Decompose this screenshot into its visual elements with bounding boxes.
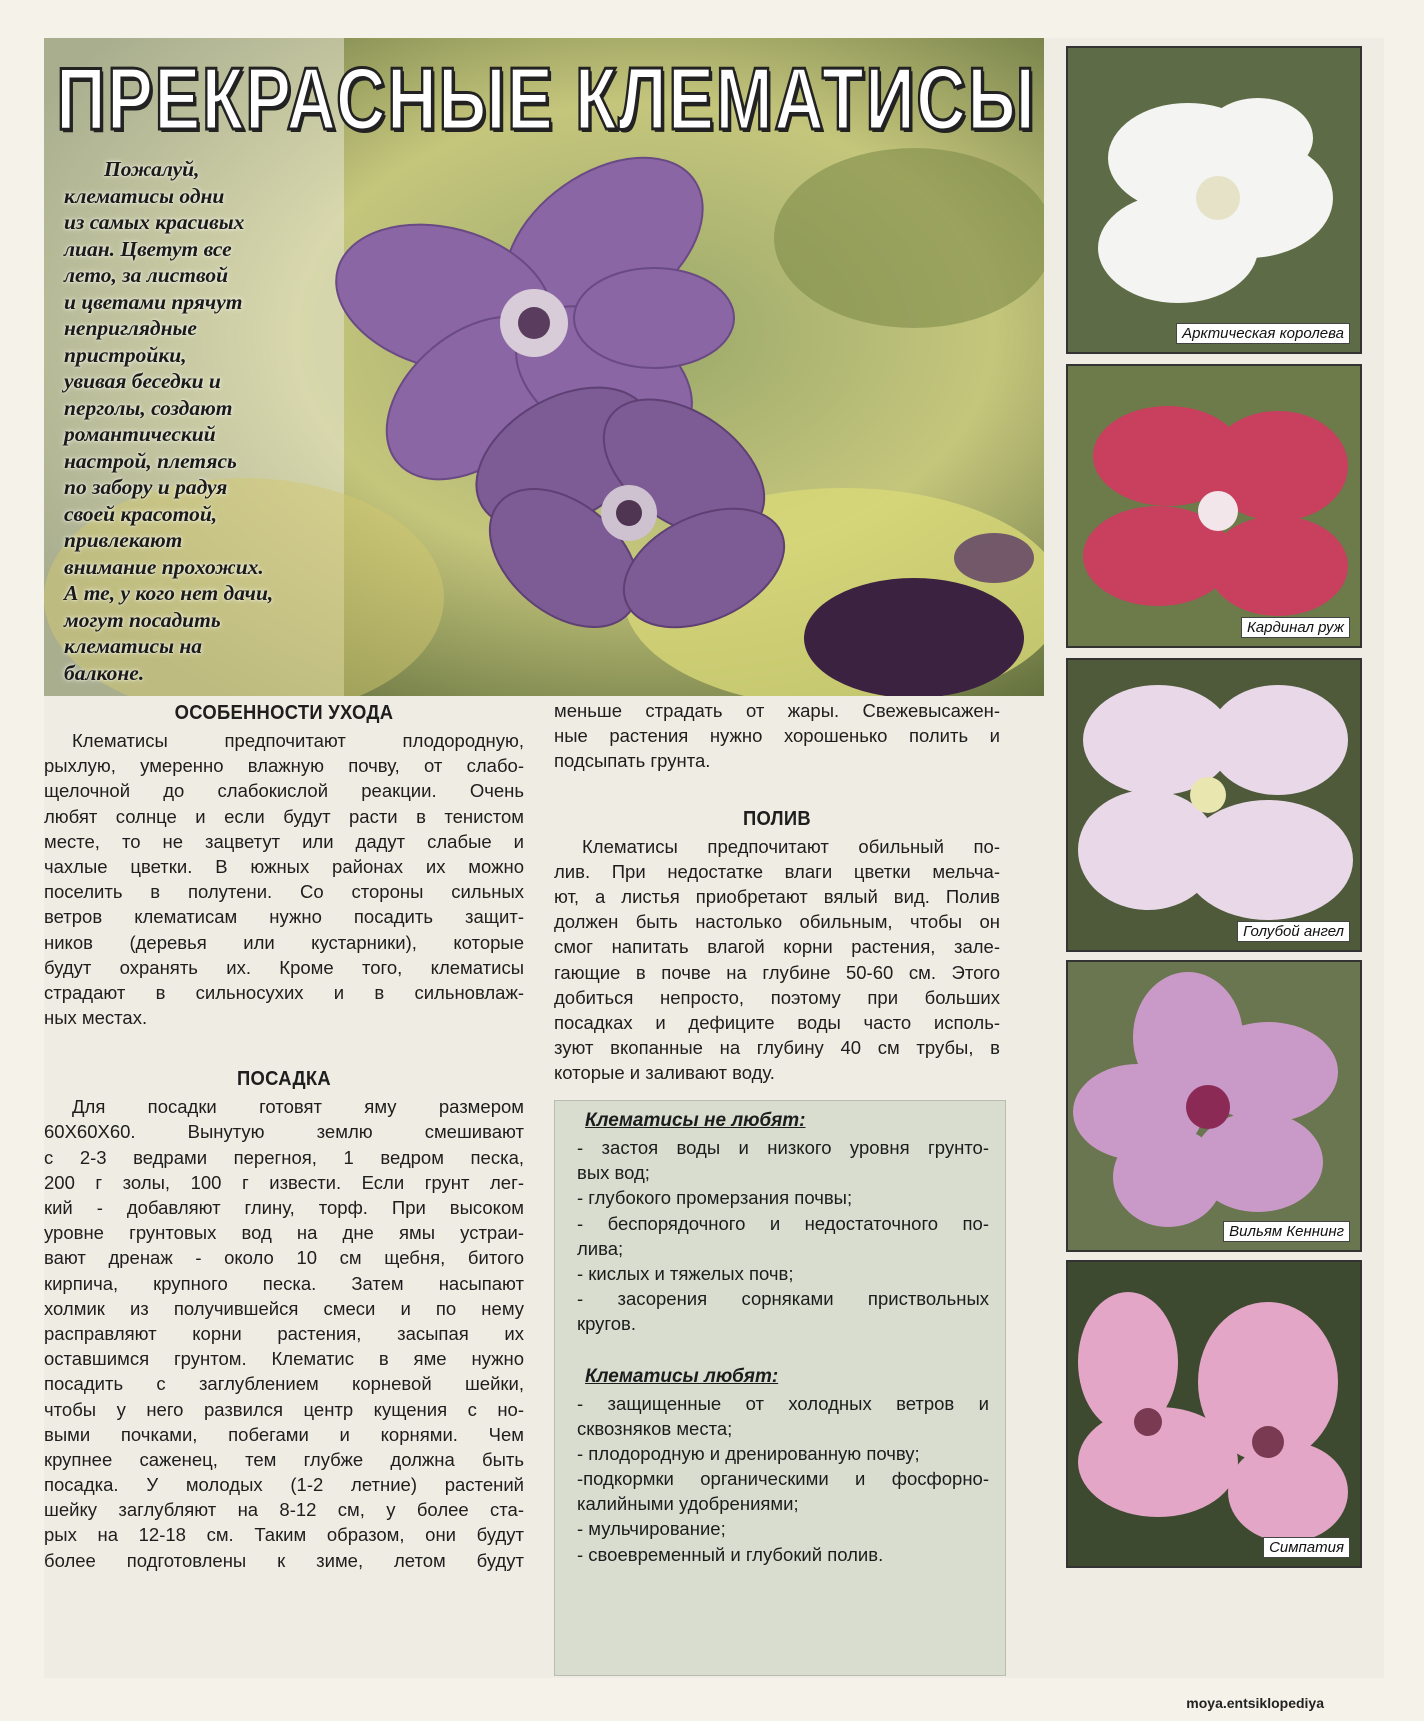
text-line: шейку заглубляют на 8-12 см, у более ста- (44, 1499, 524, 1521)
list-item: вых вод; (577, 1162, 650, 1184)
photo-sympathy (1066, 1260, 1362, 1568)
heading-care: ОСОБЕННОСТИ УХОДА (174, 702, 394, 724)
photo-caption: Кардинал руж (1241, 617, 1350, 638)
text-line: ников (деревья или кустарники), которые (44, 931, 524, 953)
list-item: - плодородную и дренированную почву; (577, 1442, 920, 1464)
lead-line: своей красотой, (64, 501, 218, 526)
text-line: с 2-3 ведрами перегноя, 1 ведром песка, (44, 1146, 524, 1168)
text-line: ют, а листья приобретают вялый вид. Полив (554, 885, 1000, 907)
lead-line: пристройки, (64, 342, 187, 367)
list-item: - мульчирование; (577, 1518, 726, 1540)
text-line: посадках и дефиците воды часто исполь- (554, 1011, 1000, 1033)
list-item: лива; (577, 1237, 624, 1259)
text-line: уровне грунтовых вод на дне ямы устраи- (44, 1222, 524, 1244)
list-item: калийными удобрениями; (577, 1493, 799, 1515)
text-line: кирпича, крупного песка. Затем насыпают (44, 1272, 524, 1294)
text-line: Для посадки готовят яму размером (72, 1096, 524, 1118)
photo-caption: Голубой ангел (1237, 921, 1350, 942)
text-line: крупнее саженец, тем глубже должна быть (44, 1448, 524, 1470)
list-item: - своевременный и глубокий полив. (577, 1543, 884, 1565)
lead-paragraph (64, 156, 376, 686)
text-line: вают дренаж - около 10 см щебня, битого (44, 1247, 524, 1269)
text-line: подсыпать грунта. (554, 750, 711, 772)
lead-line: по забору и радуя (64, 475, 228, 499)
list-item: -подкормки органическими и фосфорно- (577, 1468, 989, 1490)
text-line: месте, то не зацветут или дадут слабые и (44, 830, 524, 852)
heading-planting: ПОСАДКА (237, 1068, 331, 1091)
column-left (44, 698, 524, 1573)
text-line: щелочной до слабокислой реакции. Очень (44, 780, 524, 802)
lead-line: романтический (64, 422, 216, 446)
list-item: - беспорядочного и недостаточного по- (577, 1212, 989, 1234)
text-line: меньше страдать от жары. Свежевысажен- (554, 700, 1000, 721)
list-item: - засорения сорняками приствольных (577, 1288, 989, 1310)
heading-watering: ПОЛИВ (743, 807, 811, 830)
text-line: рых на 12-18 см. Таким образом, они будут (44, 1524, 524, 1546)
text-line: страдают в сильносухих и в сильновлаж- (44, 981, 524, 1003)
title-banner (54, 44, 1039, 154)
text-line: поселить в полутени. Со стороны сильных (44, 881, 524, 903)
text-line: Клематисы предпочитают плодородную, (72, 730, 524, 751)
photo-caption: Симпатия (1263, 1537, 1350, 1558)
lead-line: привлекают (64, 528, 183, 552)
lead-line: из самых красивых (64, 210, 245, 234)
list-item: - застоя воды и низкого уровня грунто- (577, 1137, 989, 1158)
text-line: смог напитать влагой корни растения, зале- (554, 936, 1000, 958)
text-line: ных местах. (44, 1007, 148, 1029)
lead-line: лето, за листвой (64, 263, 229, 287)
text-line: которые и заливают воду. (554, 1062, 775, 1084)
text-line: ветров клематисам нужно посадить защит- (44, 906, 524, 928)
photo-caption: Арктическая королева (1176, 323, 1350, 344)
text-line: посадка. У молодых (1-2 летние) растений (44, 1474, 524, 1496)
text-line: чтобы у него развился центр кущения с но- (44, 1398, 524, 1420)
tips-box (554, 1100, 1006, 1676)
text-line: Клематисы предпочитают обильный по- (582, 835, 1000, 857)
photo-cardinal-rouge (1066, 364, 1362, 648)
lead-line: внимание прохожих. (64, 554, 264, 579)
text-line: гающие в почве на глубине 50-60 см. Этого (554, 961, 1000, 983)
lead-line: лиан. Цветут все (64, 236, 232, 261)
lead-line: Пожалуй, (104, 157, 200, 181)
source-credit: moya.entsiklopediya (1186, 1695, 1324, 1711)
page-title: ПРЕКРАСНЫЕ КЛЕМАТИСЫ (56, 49, 1037, 148)
text-line: посадить с заглублением корневой шейки, (44, 1373, 524, 1395)
text-line: выми почками, побегами и корнями. Чем (44, 1423, 524, 1445)
column-middle (554, 698, 1000, 1085)
list-item: сквозняков места; (577, 1417, 733, 1439)
lead-line: неприглядные (64, 316, 197, 340)
list-item: - кислых и тяжелых почв; (577, 1262, 794, 1284)
list-item: - защищенные от холодных ветров и (577, 1392, 989, 1414)
lead-line: клематисы на (64, 634, 203, 658)
photo-blue-angel (1066, 658, 1362, 952)
lead-line: могут посадить (64, 607, 221, 632)
text-line: 200 г золы, 100 г извести. Если грунт лег- (44, 1171, 524, 1193)
text-line: холмик из получившейся смеси и по нему (44, 1297, 524, 1319)
text-line: лив. При недостатке влаги цветки мельча- (554, 860, 1000, 882)
list-item: - глубокого промерзания почвы; (577, 1187, 853, 1209)
text-line: 60Х60Х60. Вынутую землю смешивают (44, 1121, 524, 1143)
text-line: расправляют корни растения, засыпая их (44, 1322, 524, 1344)
photo-caption: Вильям Кеннинг (1223, 1221, 1350, 1242)
photo-arctic-queen (1066, 46, 1362, 354)
lead-line: клематисы одни (64, 183, 225, 208)
text-line: добиться непросто, поэтому при больших (554, 986, 1000, 1008)
text-line: оставшимся грунтом. Клематис в яме нужно (44, 1348, 524, 1370)
lead-line: перголы, создают (64, 395, 233, 420)
list-item: кругов. (577, 1313, 637, 1335)
text-line: зуют вкопанные на глубину 40 см трубы, в (554, 1037, 1000, 1059)
text-line: чахлые цветки. В южных районах их можно (44, 855, 524, 877)
text-line: должен быть настолько обильным, чтобы он (554, 911, 1000, 933)
lead-line: увивая беседки и (64, 369, 221, 393)
lead-line: настрой, плетясь (64, 448, 237, 473)
heading-likes: Клематисы любят: (585, 1365, 779, 1387)
heading-dislikes: Клематисы не любят: (585, 1110, 806, 1131)
photo-william-kennett (1066, 960, 1362, 1252)
newspaper-page (44, 38, 1384, 1678)
text-line: рыхлую, умеренно влажную почву, от слабо- (44, 755, 524, 777)
text-line: кий - добавляют глину, торф. При высоком (44, 1197, 524, 1218)
text-line: ные растения нужно хорошенько полить и (554, 725, 1000, 747)
hero-photo (44, 38, 1044, 696)
text-line: любят солнце и если будут расти в тенистом (44, 805, 524, 827)
lead-line: балконе. (64, 660, 145, 685)
lead-line: и цветами прячут (64, 289, 243, 314)
text-line: более подготовлены к зиме, летом будут (44, 1549, 524, 1571)
lead-line: А те, у кого нет дачи, (64, 581, 274, 605)
text-line: будут охранять их. Кроме того, клематисы (44, 956, 524, 978)
